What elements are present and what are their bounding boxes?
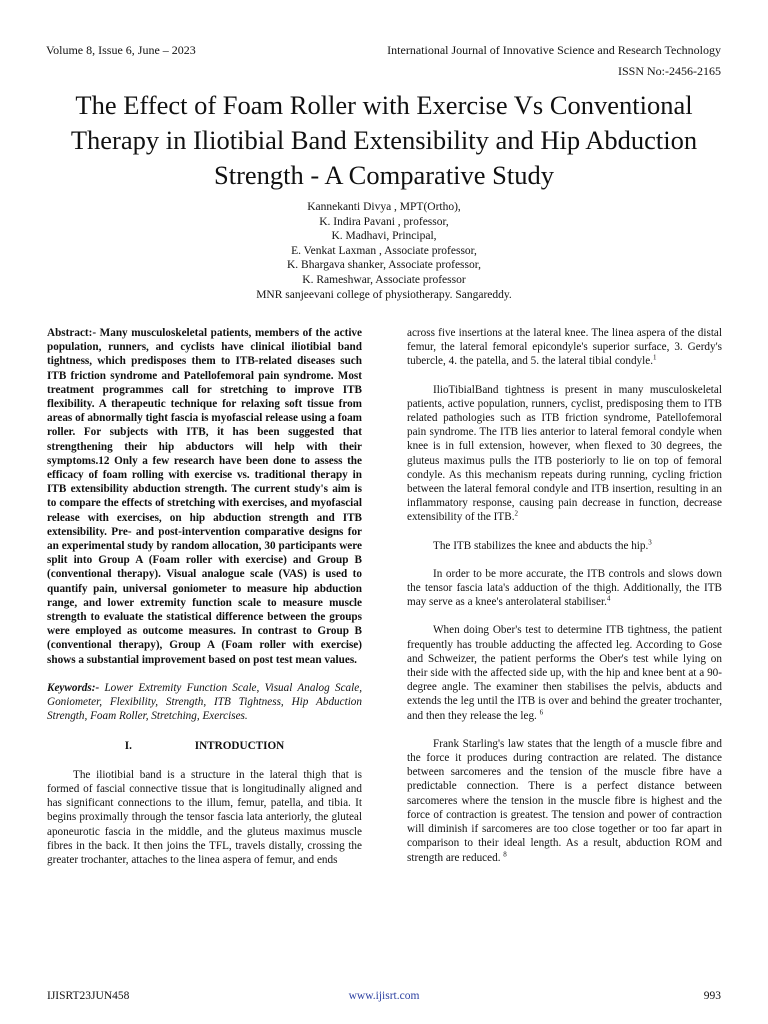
paragraph: The ITB stabilizes the knee and abducts the hip.$^3$ (433, 537, 652, 552)
right-column (407, 326, 722, 865)
paragraph: When doing Ober's test to determine ITB tightness, the patient frequently has trouble adducting the affected leg. According to Gose and Schweizer, the patient performs the Ober's test while lying on their side with the affected side up, with the hip and knee bent at a 90-degree angle. The examiner then stabilises the pelvis, abducts and extends the leg until the ITB is over and behind the greater trochanter, and then they release the leg. $^6$ (407, 624, 722, 722)
paragraph: In order to be more accurate, the ITB controls and slows down the tensor fascia lata's adduction of the thigh. Additionally, the ITB may serve as a knee's anterolateral stabiliser.$^4$ (407, 567, 722, 609)
header-journal-name: International Journal of Innovative Science and Research Technology (387, 43, 721, 57)
section-title: INTRODUCTION (194, 740, 285, 753)
footer-paper-id: IJISRT23JUN458 (47, 990, 130, 1002)
author-line: K. Madhavi, Principal, (331, 230, 437, 243)
author-line: K. Rameshwar, Associate professor (302, 273, 466, 286)
header-issn: ISSN No:-2456-2165 (617, 64, 721, 78)
author-list (150, 200, 618, 302)
citation-ref: 4 (606, 594, 611, 603)
header-volume-info: Volume 8, Issue 6, June – 2023 (46, 43, 196, 57)
citation-ref: 3 (648, 537, 652, 546)
intro-paragraph: The iliotibial band is a structure in the lateral thigh that is formed of fascial connective tissue that is longitudinally aligned and has significant connections to the illum, femur, patella, and tibia. It begins proximally through the tensor fascia lata anteriorly, the gluteal aponeurotic fascia in the middle, and the gluteus maximus muscle fibres in the back. It then joins the TFL, travels distally, crossing the greater trochanter, attaches to the linea aspera of femur, and ends (47, 768, 362, 866)
paragraph: across five insertions at the lateral knee. The linea aspera of the distal femur, the lateral femoral epicondyle's superior surface, 3. Gerdy's tubercle, 4. the patella, and 5. the lateral tibial condyle.$^1$ (407, 327, 722, 368)
citation-ref: 1 (653, 353, 657, 362)
affiliation: MNR sanjeevani college of physiotherapy. Sangareddy. (256, 288, 512, 301)
citation-ref: 8 (503, 849, 507, 858)
keywords-text: Lower Extremity Function Scale, Visual Analog Scale, Goniometer, Flexibility, Strength, ITB Tightness, Hip Abduction Strength, Foam Roller, Stretching, Exercises. (47, 681, 362, 723)
keywords (47, 681, 362, 724)
author-line: E. Venkat Laxman , Associate professor, (291, 244, 477, 257)
section-number: I. (124, 740, 132, 753)
author-line: Kannekanti Divya , MPT(Ortho), (307, 201, 461, 213)
section-heading (47, 739, 362, 753)
left-column (47, 326, 362, 867)
paragraph: Frank Starling's law states that the length of a muscle fibre and the force it produces during contraction are related. The distance between sarcomeres and the tension of the muscle fibre have a predictable connection. There is a perfect distance between sarcomeres where the tension in the muscle fibre is highest and the force of contraction is greatest. The tension and power of contraction will diminish if sarcomeres are too close together or too far apart in comparison to their ideal length. As a result, abduction ROM and strength are reduced. $^8$ (407, 737, 722, 864)
author-line: K. Indira Pavani , professor, (319, 215, 449, 228)
keywords-label: Keywords:- (47, 681, 100, 694)
footer-website-link[interactable]: www.ijisrt.com (348, 990, 420, 1002)
paragraph: IlioTibialBand tightness is present in many musculoskeletal patients, active population, runners, cyclist, predisposing them to ITB related pathologies such as ITB friction syndrome, Patellofemoral pain syndrome. The ITB lies anterior to lateral femoral condyle when knee is in full extension, however, when flexed to 30 degrees, the gluteus maximus pulls the ITB posteriorly to lie on top of femoral condyle. As this mechanism repeats during running, cycling friction between the lateral femoral condyle and ITB insertion, resulting in an inflammatory response, causing pain decrease in function, decrease extensibility of the ITB.$^2$ (407, 383, 722, 524)
citation-ref: 2 (514, 509, 519, 518)
paper-title: The Effect of Foam Roller with Exercise Vs Conventional Therapy in Iliotibial Band Extensibility and Hip Abduction Strength - A Comparative Study (70, 90, 698, 190)
author-line: K. Bhargava shanker, Associate professor, (287, 259, 481, 272)
citation-ref: 6 (539, 707, 544, 716)
footer-page-number: 993 (703, 990, 721, 1002)
abstract: Abstract:- Many musculoskeletal patients, members of the active population, runners, and cyclists have clinical iliotibial band tightness, which predisposes them to ITB-related diseases such ITB friction syndrome and Patellofemoral pain syndrome. Most treatment programmes call for stretching to improve ITB flexibility. A therapeutic technique for relaxing soft tissue from areas of abnormally tight fascia is myofascial release using a foam roller. For subjects with ITB, it has been suggested that strengthening their hip abductors will help with their symptoms.12 Only a few research have been done to assess the efficacy of foam rolling with exercise vs. traditional therapy in ITB extensibility abduction strength. The current study's aim is to compare the effects of stretching with exercises, and myofascial release with exercises, on hip abduction strength and ITB extensibility. Pre- and post-intervention comparative designs for an experimental study by random allocation, 30 participants were split into Group A (Foam roller with exercise) and Group B (conventional therapy). Visual analogue scale (VAS) is used to quantify pain, universal goniometer to measure hip abduction range, and lower extremity function scale to measure muscle strength to evaluate the statistical difference between the groups were employed as outcome measures. In contrast to Group B (conventional therapy), Group A (Foam roller with exercise) shows a substantial improvement based on post test mean values. (47, 327, 362, 666)
